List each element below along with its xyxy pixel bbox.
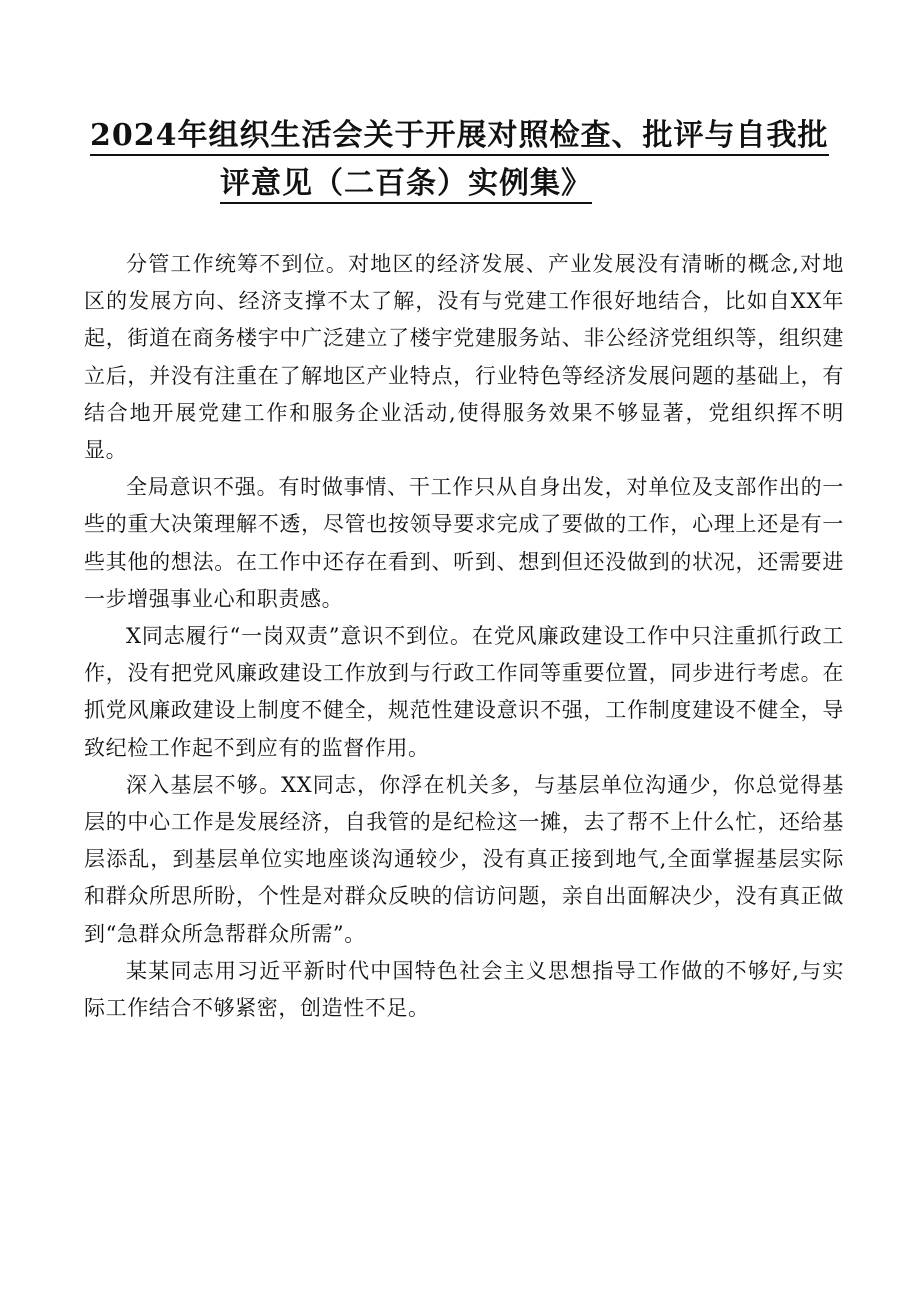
document-body (84, 246, 844, 1027)
title-line-1-text: 2024年组织生活会关于开展对照检查、批评与自我批 (90, 118, 829, 156)
paragraph-4: 深入基层不够。XX同志，你浮在机关多，与基层单位沟通少，你总觉得基层的中心工作是发展经济，自我管的是纪检这一摊，去了帮不上什么忙，还给基层添乱，到基层单位实地座谈沟通较少，没有真正接到地气,全面掌握基层实际和群众所思所盼，个性是对群众反映的信访问题，亲自出面解决少，没有真正做到“急群众所急帮群众所需”。 (84, 772, 844, 946)
paragraph-2: 全局意识不强。有时做事情、干工作只从自身出发，对单位及支部作出的一些的重大决策理解不透，尽管也按领导要求完成了要做的工作，心理上还是有一些其他的想法。在工作中还存在看到、听到、想到但还没做到的状况，还需要进一步增强事业心和职责感。 (84, 475, 844, 611)
paragraph-3: X同志履行“一岗双责”意识不到位。在党风廉政建设工作中只注重抓行政工作，没有把党风廉政建设工作放到与行政工作同等重要位置，同步进行考虑。在抓党风廉政建设上制度不健全，规范性建设意识不强，工作制度建设不健全，导致纪检工作起不到应有的监督作用。 (84, 624, 844, 760)
title-line-1 (84, 112, 854, 160)
paragraph-1: 分管工作统筹不到位。对地区的经济发展、产业发展没有清晰的概念,对地区的发展方向、经济支撑不太了解，没有与党建工作很好地结合，比如自XX年起，街道在商务楼宇中广泛建立了楼宇党建服务站、非公经济党组织等，组织建立后，并没有注重在了解地区产业特点，行业特色等经济发展问题的基础上，有结合地开展党建工作和服务企业活动,使得服务效果不够显著，党组织挥不明显。 (84, 252, 844, 463)
title-line-2-text: 评意见（二百条）实例集》 (220, 166, 592, 204)
title-line-2 (84, 160, 854, 208)
document-title (84, 112, 854, 208)
paragraph-5: 某某同志用习近平新时代中国特色社会主义思想指导工作做的不够好,与实际工作结合不够紧密，创造性不足。 (84, 958, 844, 1021)
